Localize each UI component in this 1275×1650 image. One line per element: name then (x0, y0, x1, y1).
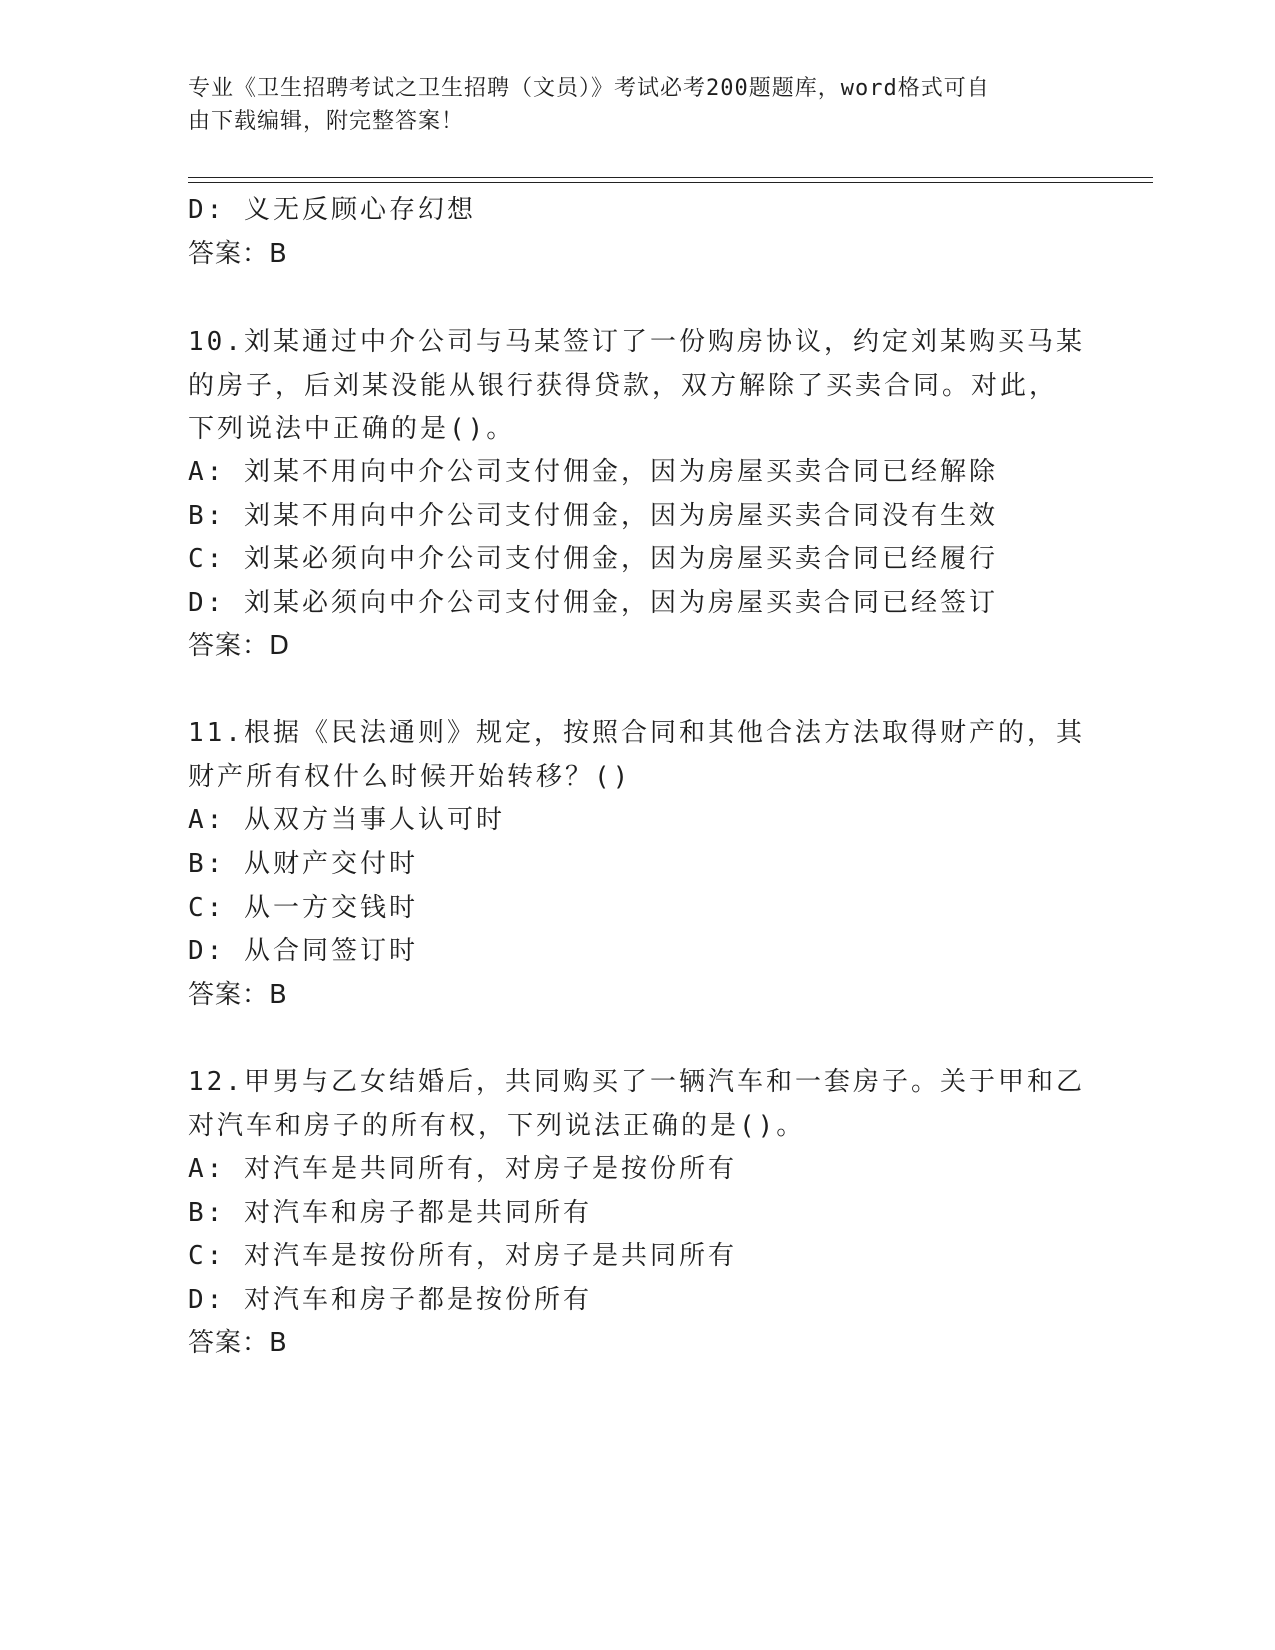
q11-stem-line-2: 财产所有权什么时候开始转移？() (188, 762, 632, 792)
q12-stem-line-2: 对汽车和房子的所有权，下列说法正确的是()。 (188, 1111, 806, 1141)
q10-stem-line-3: 下列说法中正确的是()。 (188, 414, 516, 444)
header-line-2: 由下载编辑，附完整答案！ (188, 109, 465, 134)
q10-option-c: C: 刘某必须向中介公司支付佣金，因为房屋买卖合同已经履行 (188, 544, 998, 574)
q12-option-b: B: 对汽车和房子都是共同所有 (188, 1198, 592, 1228)
q11-option-a: A: 从双方当事人认可时 (188, 805, 505, 835)
q12-answer: 答案：B (188, 1328, 288, 1358)
prev-answer: 答案：B (188, 239, 288, 269)
q10-stem-line-1: 10.刘某通过中介公司与马某签订了一份购房协议，约定刘某购买马某 (188, 327, 1085, 357)
q11-option-c: C: 从一方交钱时 (188, 893, 418, 923)
q10-option-d: D: 刘某必须向中介公司支付佣金，因为房屋买卖合同已经签订 (188, 588, 998, 618)
q11-option-b: B: 从财产交付时 (188, 849, 418, 879)
q11-answer: 答案：B (188, 980, 288, 1010)
prev-option-d: D: 义无反顾心存幻想 (188, 195, 476, 225)
q12-option-d: D: 对汽车和房子都是按份所有 (188, 1285, 592, 1315)
q10-option-a: A: 刘某不用向中介公司支付佣金，因为房屋买卖合同已经解除 (188, 457, 998, 487)
q11-stem-line-1: 11.根据《民法通则》规定，按照合同和其他合法方法取得财产的，其 (188, 718, 1085, 748)
q11-option-d: D: 从合同签订时 (188, 936, 418, 966)
q10-stem-line-2: 的房子，后刘某没能从银行获得贷款，双方解除了买卖合同。对此， (188, 371, 1059, 401)
q10-option-b: B: 刘某不用向中介公司支付佣金，因为房屋买卖合同没有生效 (188, 501, 998, 531)
header-divider-top (188, 177, 1153, 178)
document-header (188, 72, 1088, 138)
header-line-1: 专业《卫生招聘考试之卫生招聘（文员）》考试必考200题题库，word格式可自 (188, 76, 990, 101)
q12-stem-line-1: 12.甲男与乙女结婚后，共同购买了一辆汽车和一套房子。关于甲和乙 (188, 1067, 1085, 1097)
q10-answer: 答案：D (188, 631, 291, 661)
q12-option-a: A: 对汽车是共同所有，对房子是按份所有 (188, 1154, 737, 1184)
q12-option-c: C: 对汽车是按份所有，对房子是共同所有 (188, 1241, 737, 1271)
header-divider-bottom (188, 182, 1153, 183)
